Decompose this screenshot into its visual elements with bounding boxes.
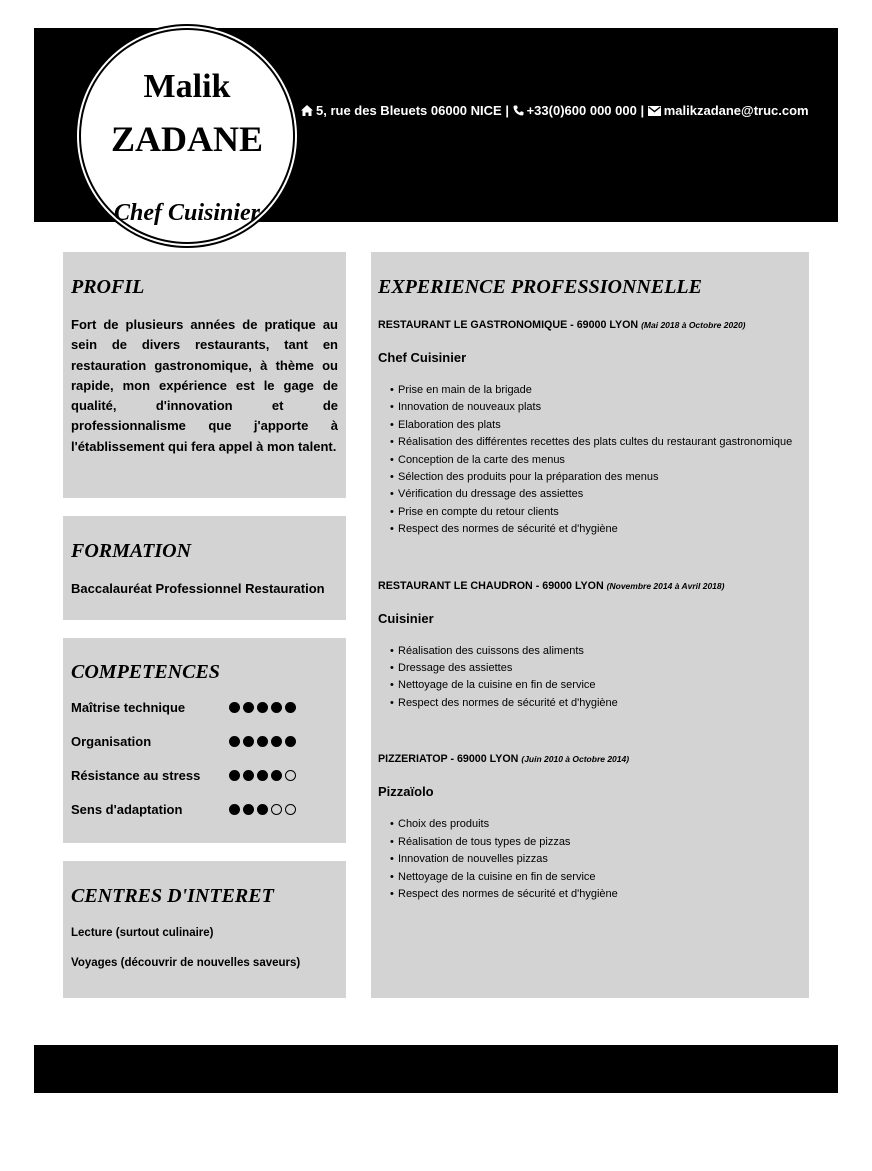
job-dates: (Juin 2010 à Octobre 2014) xyxy=(521,754,630,765)
filled-dot-icon xyxy=(257,804,268,815)
filled-dot-icon xyxy=(229,736,240,747)
task-item: • Choix des produits xyxy=(390,816,802,833)
skill-row xyxy=(71,690,338,724)
task-item: • Réalisation des cuissons des aliments xyxy=(390,643,802,660)
skill-name: Maîtrise technique xyxy=(71,699,186,715)
profile-section xyxy=(63,252,346,498)
filled-dot-icon xyxy=(257,702,268,713)
section-title: EXPERIENCE PROFESSIONNELLE xyxy=(378,276,702,298)
interests-section xyxy=(63,861,346,998)
filled-dot-icon xyxy=(285,736,296,747)
experience-section xyxy=(371,252,809,998)
task-item: • Prise en main de la brigade xyxy=(390,382,802,399)
phone: +33(0)600 000 000 xyxy=(526,103,637,118)
company-name: PIZZERIATOP - 69000 LYON xyxy=(378,753,519,766)
task-item: • Nettoyage de la cuisine en fin de service xyxy=(390,677,802,694)
job-entry xyxy=(378,319,802,539)
home-icon xyxy=(301,103,313,118)
filled-dot-icon xyxy=(257,736,268,747)
separator: | xyxy=(505,103,509,118)
skill-rating xyxy=(229,702,296,713)
empty-dot-icon xyxy=(271,804,282,815)
job-company xyxy=(378,753,802,765)
job-entry xyxy=(378,580,802,713)
interest-item: Lecture (surtout culinaire) xyxy=(71,927,214,939)
skill-name: Résistance au stress xyxy=(71,767,201,783)
job-entry xyxy=(378,753,802,903)
skill-name: Sens d'adaptation xyxy=(71,801,183,817)
skill-row xyxy=(71,792,338,826)
section-title: FORMATION xyxy=(71,540,192,562)
envelope-icon xyxy=(648,103,661,118)
task-list xyxy=(378,816,802,903)
job-role: Cuisinier xyxy=(378,610,434,626)
empty-dot-icon xyxy=(285,770,296,781)
address: 5, rue des Bleuets 06000 NICE xyxy=(316,103,502,118)
footer-banner xyxy=(34,1045,838,1093)
skills-section xyxy=(63,638,346,843)
jobs-list xyxy=(378,319,802,903)
interest-item: Voyages (découvrir de nouvelles saveurs) xyxy=(71,957,301,969)
filled-dot-icon xyxy=(271,736,282,747)
task-item: • Respect des normes de sécurité et d'hygiène xyxy=(390,521,802,538)
task-item: • Elaboration des plats xyxy=(390,417,802,434)
first-name: Malik xyxy=(143,68,231,105)
task-list xyxy=(378,382,802,539)
filled-dot-icon xyxy=(285,702,296,713)
name-badge xyxy=(79,28,295,244)
task-item: • Respect des normes de sécurité et d'hygiène xyxy=(390,886,802,903)
job-title: Chef Cuisinier xyxy=(113,200,261,226)
job-role: Chef Cuisinier xyxy=(378,350,467,365)
skill-rating xyxy=(229,804,296,815)
section-title: PROFIL xyxy=(71,276,145,298)
job-company xyxy=(378,319,802,331)
job-dates: (Novembre 2014 à Avril 2018) xyxy=(606,580,725,591)
company-name: RESTAURANT LE CHAUDRON - 69000 LYON xyxy=(378,579,604,592)
section-title: COMPETENCES xyxy=(71,661,220,683)
filled-dot-icon xyxy=(243,702,254,713)
task-item: • Respect des normes de sécurité et d'hygiène xyxy=(390,695,802,712)
filled-dot-icon xyxy=(243,736,254,747)
skill-rating xyxy=(229,770,296,781)
separator: | xyxy=(640,103,645,118)
task-item: • Innovation de nouveaux plats xyxy=(390,399,802,416)
last-name: ZADANE xyxy=(110,119,263,159)
company-name: RESTAURANT LE GASTRONOMIQUE - 69000 LYON xyxy=(378,319,639,331)
profile-text: Fort de plusieurs années de pratique au sein de divers restaurants, tant en restauration gastronomique, à thème ou rapide, mon expérience est le gage de qualité, d'innovation et de professionnalisme que j'apporte à l'établissement qui fera appel à mon talent. xyxy=(71,317,338,454)
task-item: • Vérification du dressage des assiettes xyxy=(390,486,802,503)
skill-name: Organisation xyxy=(71,733,152,749)
filled-dot-icon xyxy=(229,804,240,815)
skills-list xyxy=(71,690,338,826)
filled-dot-icon xyxy=(229,770,240,781)
filled-dot-icon xyxy=(243,770,254,781)
filled-dot-icon xyxy=(257,770,268,781)
education-item: Baccalauréat Professionnel Restauration xyxy=(71,581,325,596)
job-role: Pizzaïolo xyxy=(378,784,434,800)
task-list xyxy=(378,643,802,713)
filled-dot-icon xyxy=(271,770,282,781)
section-title: CENTRES D'INTERET xyxy=(71,885,274,907)
filled-dot-icon xyxy=(243,804,254,815)
skill-row xyxy=(71,724,338,758)
filled-dot-icon xyxy=(229,702,240,713)
job-dates: (Mai 2018 à Octobre 2020) xyxy=(641,320,746,330)
skill-row xyxy=(71,758,338,792)
task-item: • Prise en compte du retour clients xyxy=(390,504,802,521)
skill-rating xyxy=(229,736,296,747)
task-item: • Innovation de nouvelles pizzas xyxy=(390,851,802,868)
task-item: • Conception de la carte des menus xyxy=(390,452,802,469)
empty-dot-icon xyxy=(285,804,296,815)
phone-icon xyxy=(513,103,524,118)
education-section xyxy=(63,516,346,620)
task-item: • Dressage des assiettes xyxy=(390,660,802,677)
task-item: • Nettoyage de la cuisine en fin de service xyxy=(390,869,802,886)
contact-line xyxy=(301,103,809,118)
email: malikzadane@truc.com xyxy=(663,103,809,118)
task-item: • Réalisation de tous types de pizzas xyxy=(390,834,802,851)
job-company xyxy=(378,580,802,592)
filled-dot-icon xyxy=(271,702,282,713)
task-item: • Réalisation des différentes recettes des plats cultes du restaurant gastronomique xyxy=(390,434,802,451)
task-item: • Sélection des produits pour la préparation des menus xyxy=(390,469,802,486)
